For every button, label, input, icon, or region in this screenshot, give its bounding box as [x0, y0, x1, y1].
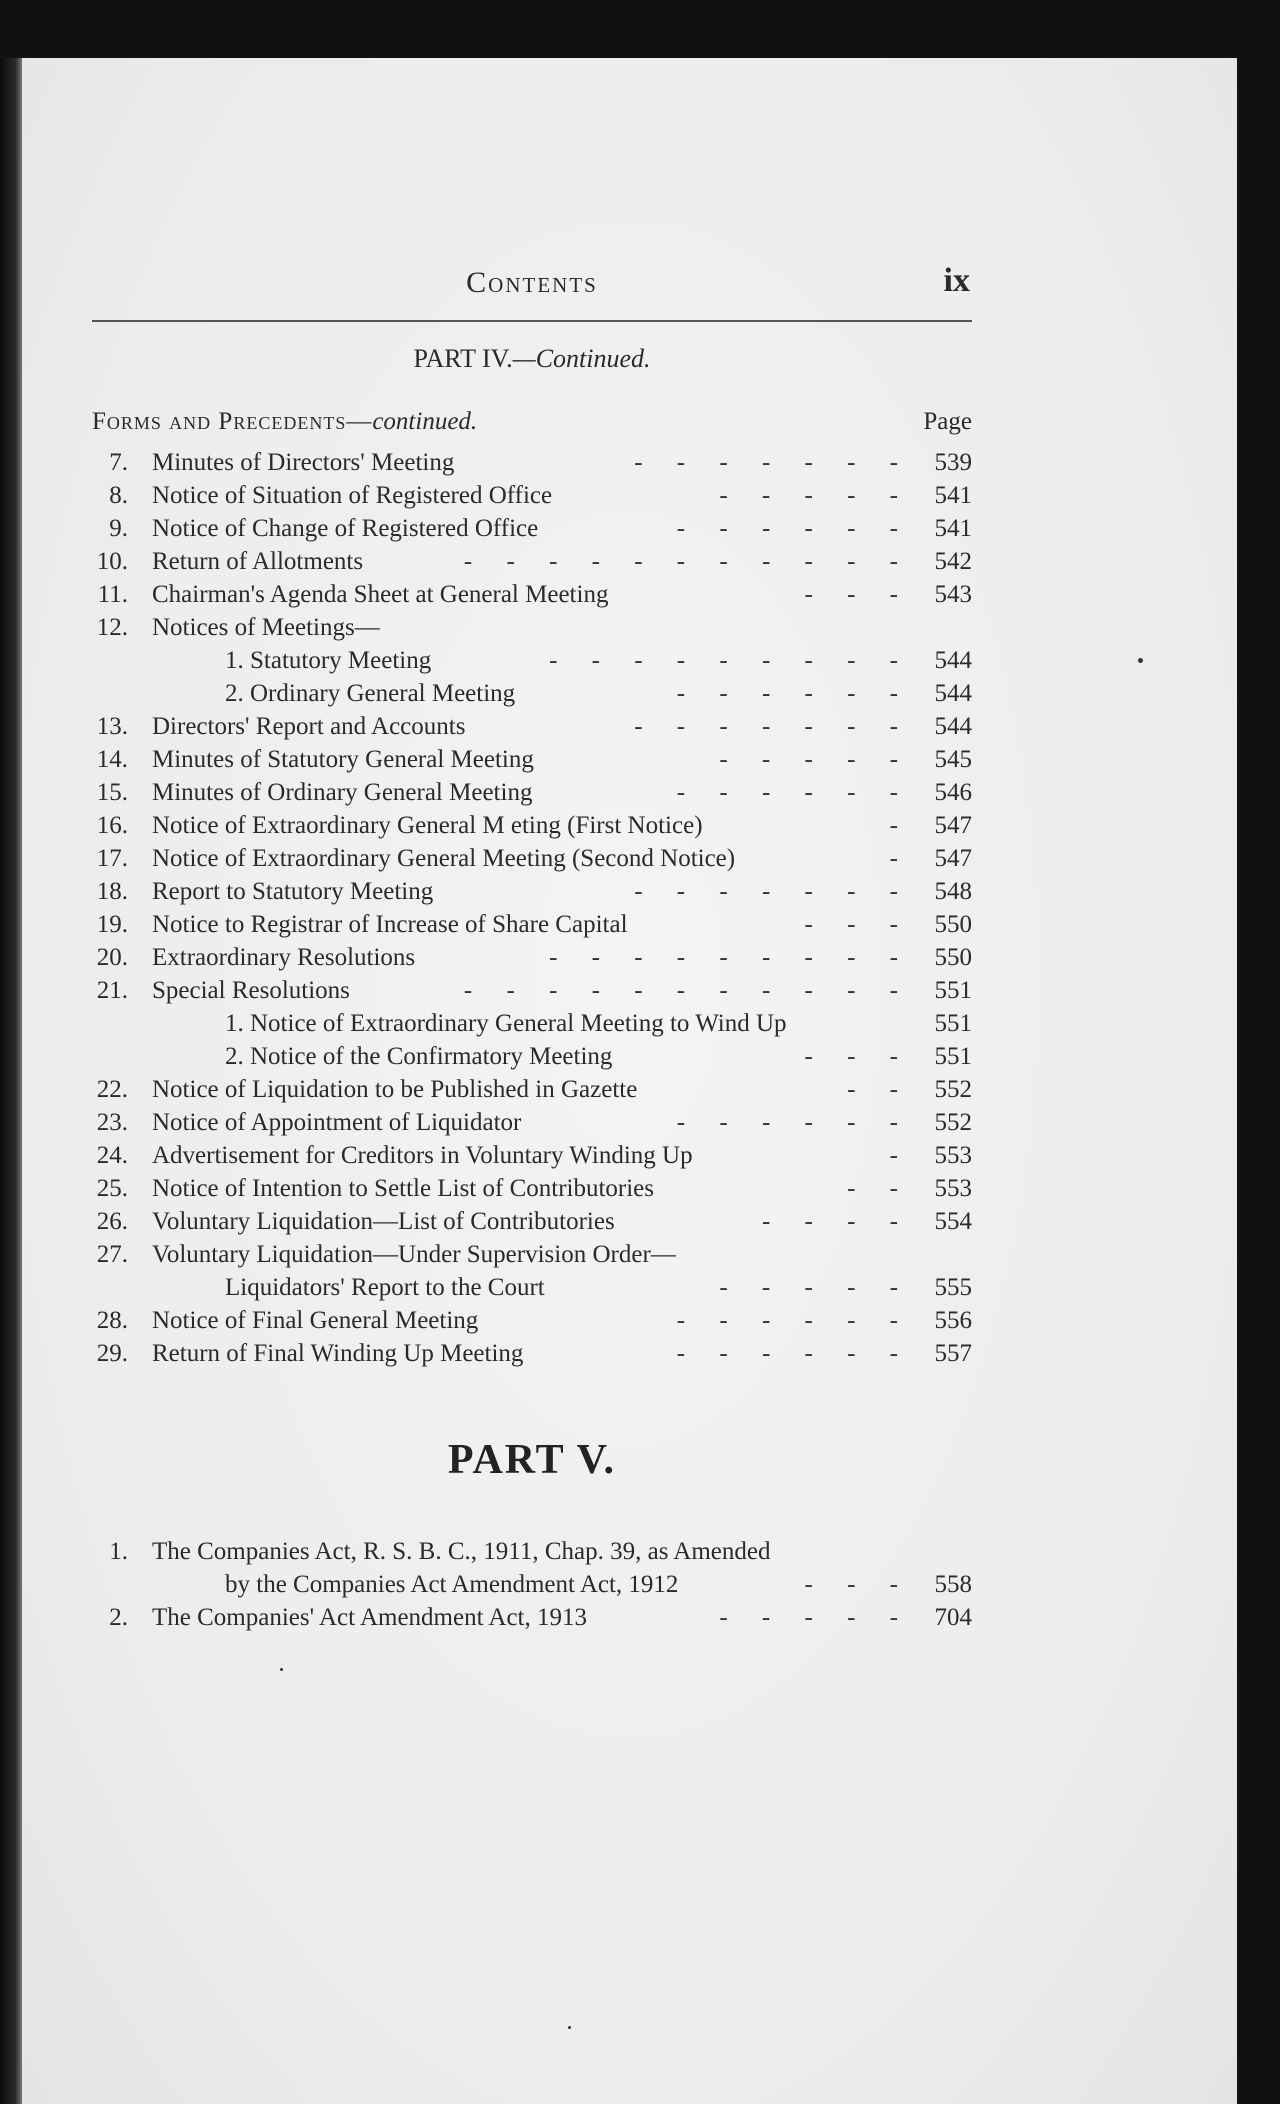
- contents-entry: [80, 482, 972, 516]
- entry-number: 2.: [109, 1604, 128, 1631]
- entry-title: The Companies' Act Amendment Act, 1913: [152, 1604, 587, 1631]
- entry-page: 553: [934, 1175, 972, 1202]
- entry-number: 15.: [96, 779, 128, 806]
- entry-page: 544: [934, 713, 972, 740]
- dot-leader: - - - - -: [719, 1274, 912, 1301]
- entry-page: 550: [934, 911, 972, 938]
- entry-number: 20.: [96, 944, 128, 971]
- section-label: [92, 408, 477, 435]
- entry-number: 25.: [96, 1175, 128, 1202]
- dot-leader: - - - - -: [719, 482, 912, 509]
- entry-page: 554: [934, 1208, 972, 1235]
- contents-entry: [80, 713, 972, 747]
- dot-leader: - - -: [804, 1571, 912, 1598]
- contents-entry: [80, 779, 972, 813]
- entry-title: 2. Notice of the Confirmatory Meeting: [225, 1043, 613, 1070]
- entry-number: 1.: [109, 1538, 128, 1565]
- contents-entry: [80, 1274, 972, 1308]
- contents-entry: [80, 1208, 972, 1242]
- entry-title: Notice to Registrar of Increase of Share Capital: [152, 911, 628, 938]
- part-iv-title: PART IV.: [413, 344, 513, 373]
- contents-entry: [80, 1307, 972, 1341]
- dot-leader: - - - - - - - - - - -: [463, 548, 912, 575]
- dot-leader: - - - - - - - - - - -: [463, 977, 912, 1004]
- entry-page: 552: [934, 1109, 972, 1136]
- entry-page: 547: [934, 812, 972, 839]
- section-label-italic: continued.: [372, 408, 478, 435]
- dot-leader: - - -: [804, 581, 912, 608]
- entry-page: 541: [934, 482, 972, 509]
- entry-page: 556: [934, 1307, 972, 1334]
- dot-leader: - - - - - -: [676, 680, 912, 707]
- entry-page: 548: [934, 878, 972, 905]
- contents-entry: [80, 746, 972, 780]
- entry-title: Liquidators' Report to the Court: [225, 1274, 545, 1301]
- contents-entry: [80, 614, 972, 648]
- contents-entry: [80, 1571, 972, 1605]
- part-iv-heading: [92, 344, 972, 374]
- entry-page: 551: [934, 977, 972, 1004]
- entry-number: 14.: [96, 746, 128, 773]
- entry-number: 13.: [96, 713, 128, 740]
- entry-number: 21.: [96, 977, 128, 1004]
- dot-leader: -: [889, 1142, 912, 1169]
- entry-title: Notice of Liquidation to be Published in Gazette: [152, 1076, 638, 1103]
- entry-title: Return of Allotments: [152, 548, 364, 575]
- dot-leader: -: [889, 812, 912, 839]
- entry-title: Advertisement for Creditors in Voluntary Winding Up: [152, 1142, 693, 1169]
- contents-entry: [80, 680, 972, 714]
- contents-entry: [80, 878, 972, 912]
- entry-number: 10.: [96, 548, 128, 575]
- entry-title: Notice of Change of Registered Office: [152, 515, 539, 542]
- dot-leader: - - - - - -: [676, 779, 912, 806]
- contents-entry: [80, 911, 972, 945]
- entry-page: 557: [934, 1340, 972, 1367]
- entry-page: 550: [934, 944, 972, 971]
- entry-title: Notice of Extraordinary General Meeting (Second Notice): [152, 845, 736, 872]
- contents-entry: [80, 1241, 972, 1275]
- entry-number: 26.: [96, 1208, 128, 1235]
- dot-leader: -: [889, 845, 912, 872]
- contents-entry: [80, 812, 972, 846]
- contents-entry: [80, 1043, 972, 1077]
- entry-number: 9.: [109, 515, 128, 542]
- entry-page: 543: [934, 581, 972, 608]
- entry-page: 551: [934, 1043, 972, 1070]
- entry-number: 8.: [109, 482, 128, 509]
- entry-title: 1. Statutory Meeting: [225, 647, 432, 674]
- entry-title: Notice of Situation of Registered Office: [152, 482, 553, 509]
- dot-leader: - -: [847, 1076, 912, 1103]
- entry-title: Directors' Report and Accounts: [152, 713, 466, 740]
- contents-entry: [80, 548, 972, 582]
- section-label-text: Forms and Precedents—: [92, 408, 373, 435]
- entry-title: Voluntary Liquidation—List of Contributories: [152, 1208, 615, 1235]
- entry-number: 12.: [96, 614, 128, 641]
- section-heading: [92, 408, 972, 436]
- contents-entry: [80, 1076, 972, 1110]
- contents-entry: [80, 1109, 972, 1143]
- entry-number: 18.: [96, 878, 128, 905]
- entry-title: Notice of Appointment of Liquidator: [152, 1109, 522, 1136]
- part-iv-subtitle: —Continued.: [512, 344, 651, 373]
- entry-title: by the Companies Act Amendment Act, 1912: [225, 1571, 679, 1598]
- dot-leader: - - -: [804, 911, 912, 938]
- dust-speck: [1138, 658, 1143, 663]
- entry-number: 28.: [96, 1307, 128, 1334]
- part-v-title: PART V.: [447, 1437, 617, 1483]
- entry-title: Special Resolutions: [152, 977, 350, 1004]
- dot-leader: - - - - - - -: [634, 713, 912, 740]
- entry-page: 544: [934, 647, 972, 674]
- contents-entry: [80, 1604, 972, 1638]
- contents-entry: [80, 1538, 972, 1572]
- entry-number: 16.: [96, 812, 128, 839]
- contents-entry: [80, 1142, 972, 1176]
- dot-leader: - - - - - - -: [634, 878, 912, 905]
- header-title: Contents: [466, 266, 598, 299]
- entry-number: 7.: [109, 449, 128, 476]
- header-page-numeral: ix: [943, 262, 970, 299]
- entry-number: 27.: [96, 1241, 128, 1268]
- dust-speck: [280, 1668, 283, 1671]
- entry-page: 545: [934, 746, 972, 773]
- contents-entry: [80, 647, 972, 681]
- entry-title: Notice of Extraordinary General M eting (First Notice): [152, 812, 703, 839]
- entry-page: 539: [934, 449, 972, 476]
- dot-leader: - - - - - - - - -: [549, 944, 912, 971]
- contents-entry: [80, 581, 972, 615]
- entry-page: 551: [934, 1010, 972, 1037]
- entry-page: 544: [934, 680, 972, 707]
- entry-number: 23.: [96, 1109, 128, 1136]
- entry-page: 555: [934, 1274, 972, 1301]
- entry-title: Report to Statutory Meeting: [152, 878, 434, 905]
- entry-number: 11.: [97, 581, 128, 608]
- entry-title: The Companies Act, R. S. B. C., 1911, Chap. 39, as Amended: [152, 1538, 771, 1565]
- entry-title: Chairman's Agenda Sheet at General Meeting: [152, 581, 609, 608]
- contents-entry: [80, 449, 972, 483]
- entry-title: Minutes of Statutory General Meeting: [152, 746, 534, 773]
- dot-leader: - - - - - - - - -: [549, 647, 912, 674]
- entry-title: Return of Final Winding Up Meeting: [152, 1340, 524, 1367]
- entry-number: 22.: [96, 1076, 128, 1103]
- entry-title: 2. Ordinary General Meeting: [225, 680, 516, 707]
- dot-leader: - - - - - - -: [634, 449, 912, 476]
- entry-title: 1. Notice of Extraordinary General Meeting to Wind Up: [225, 1010, 787, 1037]
- entry-page: 541: [934, 515, 972, 542]
- entry-page: 558: [934, 1571, 972, 1598]
- dot-leader: - - - - - -: [676, 1340, 912, 1367]
- contents-entry: [80, 1010, 972, 1044]
- contents-entry: [80, 845, 972, 879]
- entry-title: Notice of Final General Meeting: [152, 1307, 479, 1334]
- dot-leader: - - - - - -: [676, 1307, 912, 1334]
- dot-leader: - -: [847, 1175, 912, 1202]
- entry-title: Minutes of Directors' Meeting: [152, 449, 455, 476]
- dust-speck: [568, 2026, 571, 2029]
- dot-leader: - - - - -: [719, 1604, 912, 1631]
- entry-page: 704: [934, 1604, 972, 1631]
- contents-entry: [80, 515, 972, 549]
- dot-leader: - - - - - -: [676, 1109, 912, 1136]
- dot-leader: - - - - - -: [676, 515, 912, 542]
- entry-number: 29.: [96, 1340, 128, 1367]
- entry-page: 553: [934, 1142, 972, 1169]
- entry-page: 542: [934, 548, 972, 575]
- contents-entry: [80, 1340, 972, 1374]
- entry-number: 19.: [96, 911, 128, 938]
- dot-leader: - - - - -: [719, 746, 912, 773]
- entry-title: Voluntary Liquidation—Under Supervision Order—: [152, 1241, 676, 1268]
- entry-number: 24.: [96, 1142, 128, 1169]
- entry-page: 552: [934, 1076, 972, 1103]
- entry-title: Extraordinary Resolutions: [152, 944, 416, 971]
- dot-leader: - - -: [804, 1043, 912, 1070]
- contents-entry: [80, 977, 972, 1011]
- contents-entry: [80, 1175, 972, 1209]
- entry-page: 546: [934, 779, 972, 806]
- entry-title: Minutes of Ordinary General Meeting: [152, 779, 533, 806]
- entry-number: 17.: [96, 845, 128, 872]
- entry-page: 547: [934, 845, 972, 872]
- entry-title: Notices of Meetings—: [152, 614, 380, 641]
- entry-title: Notice of Intention to Settle List of Contributories: [152, 1175, 655, 1202]
- page-column-header: Page: [923, 408, 972, 435]
- running-header: [92, 258, 972, 322]
- dot-leader: - - - -: [761, 1208, 912, 1235]
- contents-entry: [80, 944, 972, 978]
